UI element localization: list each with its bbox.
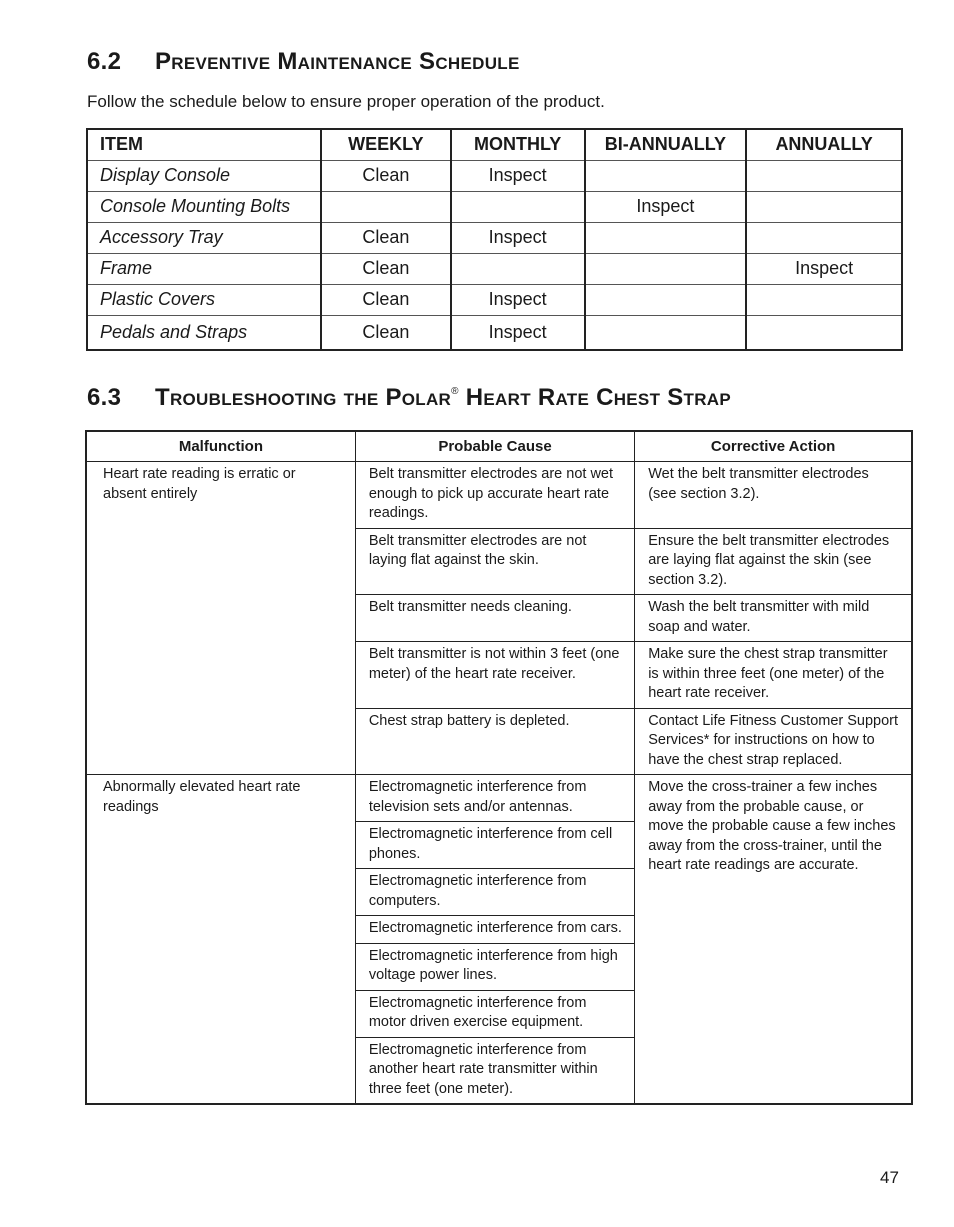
- schedule-cell: Clean: [321, 160, 451, 191]
- table-row: [87, 315, 902, 350]
- schedule-cell: Inspect: [451, 315, 585, 350]
- probable-cause-cell: Belt transmitter electrodes are not wet enough to pick up accurate heart rate readings.: [355, 462, 634, 529]
- schedule-cell: [746, 315, 902, 350]
- schedule-cell: [585, 160, 747, 191]
- registered-mark: ®: [451, 386, 459, 397]
- maintenance-schedule-table: [86, 128, 903, 351]
- table-row: [87, 191, 902, 222]
- section-heading-6-2: [87, 48, 520, 76]
- probable-cause-cell: Belt transmitter electrodes are not laying flat against the skin.: [355, 528, 634, 595]
- item-name-cell: Pedals and Straps: [87, 315, 321, 350]
- probable-cause-cell: Chest strap battery is depleted.: [355, 708, 634, 775]
- header-malfunction: Malfunction: [86, 431, 355, 462]
- probable-cause-cell: Electromagnetic interference from cars.: [355, 916, 634, 944]
- table-row: [87, 253, 902, 284]
- header-monthly: MONTHLY: [451, 129, 585, 160]
- table-header-row: [86, 431, 912, 462]
- header-annually: ANNUALLY: [746, 129, 902, 160]
- probable-cause-cell: Electromagnetic interference from motor driven exercise equipment.: [355, 990, 634, 1037]
- section-title: [155, 384, 731, 411]
- schedule-cell: [585, 253, 747, 284]
- probable-cause-cell: Electromagnetic interference from cell phones.: [355, 822, 634, 869]
- section-heading-6-3: [87, 384, 731, 412]
- probable-cause-cell: Belt transmitter needs cleaning.: [355, 595, 634, 642]
- schedule-cell: [451, 253, 585, 284]
- header-corrective-action: Corrective Action: [635, 431, 912, 462]
- troubleshooting-table: [85, 430, 913, 1105]
- probable-cause-cell: Electromagnetic interference from television sets and/or antennas.: [355, 775, 634, 822]
- item-name-cell: Plastic Covers: [87, 284, 321, 315]
- schedule-cell: [321, 191, 451, 222]
- probable-cause-cell: Belt transmitter is not within 3 feet (one meter) of the heart rate receiver.: [355, 642, 634, 709]
- schedule-cell: [746, 160, 902, 191]
- schedule-cell: [746, 222, 902, 253]
- schedule-cell: [451, 191, 585, 222]
- schedule-cell: Clean: [321, 222, 451, 253]
- schedule-cell: [585, 222, 747, 253]
- section-title-part: Troubleshooting the Polar: [155, 384, 452, 411]
- schedule-cell: Inspect: [451, 284, 585, 315]
- schedule-cell: Inspect: [451, 222, 585, 253]
- section-title-part: Heart Rate Chest Strap: [458, 384, 732, 411]
- corrective-action-cell: Move the cross-trainer a few inches away from the probable cause, or move the probable cause a few inches away from the cross-trainer, until the heart rate readings are accurate.: [635, 775, 912, 1105]
- item-name-cell: Accessory Tray: [87, 222, 321, 253]
- header-probable-cause: Probable Cause: [355, 431, 634, 462]
- section-title: Preventive Maintenance Schedule: [155, 48, 520, 75]
- header-item: ITEM: [87, 129, 321, 160]
- intro-text: Follow the schedule below to ensure proper operation of the product.: [87, 92, 605, 111]
- table-row: [86, 775, 912, 822]
- section-number: 6.3: [87, 384, 122, 411]
- schedule-cell: Inspect: [585, 191, 747, 222]
- table-row: [87, 160, 902, 191]
- schedule-cell: Inspect: [746, 253, 902, 284]
- corrective-action-cell: Make sure the chest strap transmitter is within three feet (one meter) of the heart rate receiver.: [635, 642, 912, 709]
- table-row: [86, 462, 912, 529]
- table-row: [87, 222, 902, 253]
- corrective-action-cell: Ensure the belt transmitter electrodes are laying flat against the skin (see section 3.2).: [635, 528, 912, 595]
- schedule-cell: [585, 315, 747, 350]
- section-number: 6.2: [87, 48, 122, 75]
- probable-cause-cell: Electromagnetic interference from computers.: [355, 869, 634, 916]
- item-name-cell: Console Mounting Bolts: [87, 191, 321, 222]
- corrective-action-cell: Wash the belt transmitter with mild soap and water.: [635, 595, 912, 642]
- item-name-cell: Frame: [87, 253, 321, 284]
- corrective-action-cell: Wet the belt transmitter electrodes (see section 3.2).: [635, 462, 912, 529]
- schedule-cell: [585, 284, 747, 315]
- malfunction-cell: Abnormally elevated heart rate readings: [86, 775, 355, 1105]
- schedule-cell: [746, 284, 902, 315]
- header-bi-annually: BI-ANNUALLY: [585, 129, 747, 160]
- table-row: [87, 284, 902, 315]
- malfunction-cell: Heart rate reading is erratic or absent entirely: [86, 462, 355, 775]
- schedule-cell: Clean: [321, 284, 451, 315]
- table-header-row: [87, 129, 902, 160]
- schedule-cell: Clean: [321, 315, 451, 350]
- page-number: 47: [880, 1168, 899, 1187]
- probable-cause-cell: Electromagnetic interference from high voltage power lines.: [355, 943, 634, 990]
- schedule-cell: Clean: [321, 253, 451, 284]
- item-name-cell: Display Console: [87, 160, 321, 191]
- probable-cause-cell: Electromagnetic interference from another heart rate transmitter within three feet (one meter).: [355, 1037, 634, 1104]
- schedule-cell: [746, 191, 902, 222]
- corrective-action-cell: Contact Life Fitness Customer Support Services* for instructions on how to have the chest strap replaced.: [635, 708, 912, 775]
- schedule-cell: Inspect: [451, 160, 585, 191]
- header-weekly: WEEKLY: [321, 129, 451, 160]
